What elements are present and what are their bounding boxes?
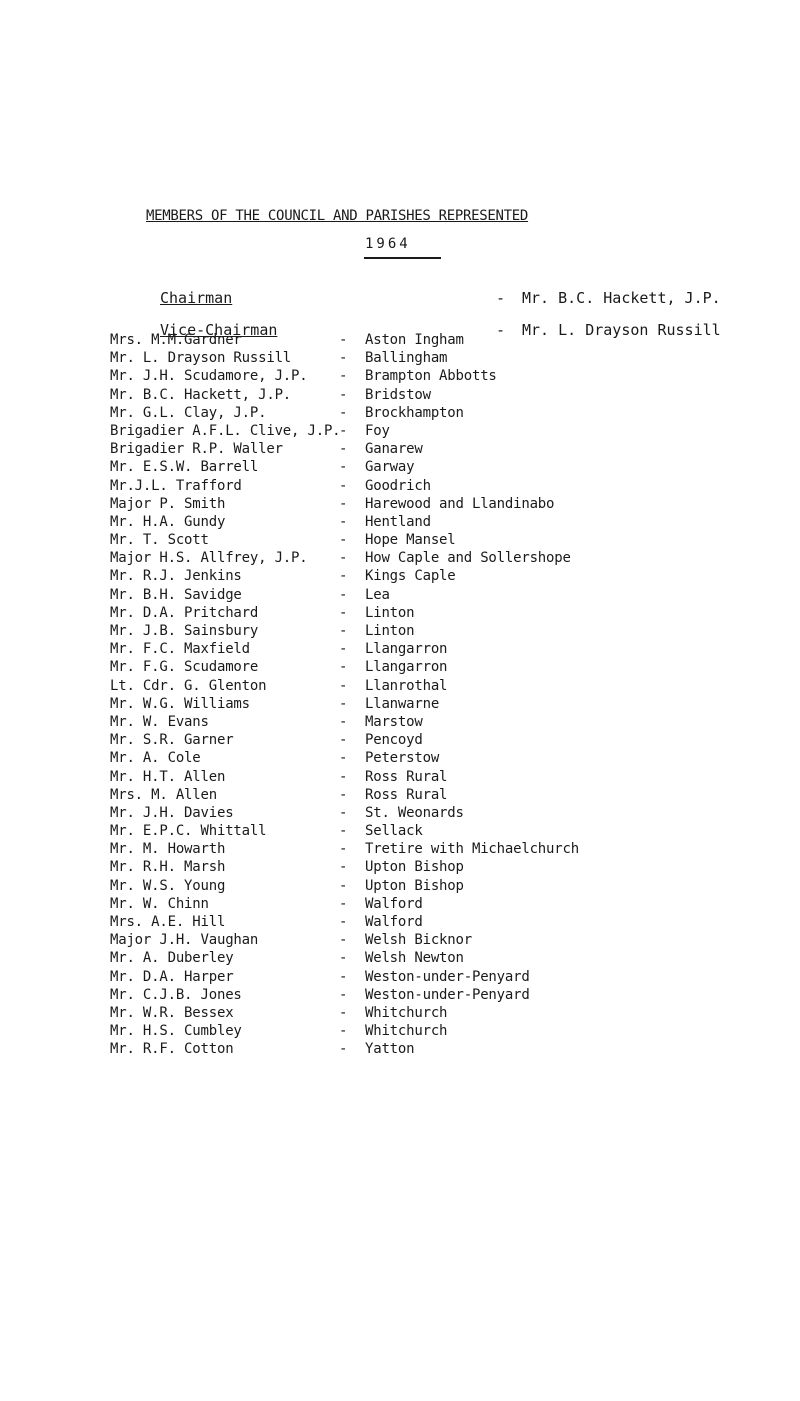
member-separator: - bbox=[339, 1004, 348, 1021]
member-row bbox=[110, 949, 800, 967]
member-name: Mr. W. Chinn bbox=[110, 895, 209, 912]
member-parish: Harewood and Llandinabo bbox=[365, 495, 555, 512]
member-parish: Marstow bbox=[365, 713, 423, 730]
member-separator: - bbox=[339, 459, 348, 476]
member-parish: Hentland bbox=[365, 513, 431, 530]
member-separator: - bbox=[339, 804, 348, 821]
member-parish: Llanrothal bbox=[365, 677, 448, 694]
member-row bbox=[110, 695, 800, 713]
member-row bbox=[110, 1040, 800, 1058]
member-row bbox=[110, 367, 800, 385]
member-name: Mr. W. Evans bbox=[110, 713, 209, 730]
member-separator: - bbox=[339, 950, 348, 967]
member-name: Mr. A. Duberley bbox=[110, 950, 234, 967]
page-title: MEMBERS OF THE COUNCIL AND PARISHES REPRESENTED bbox=[146, 208, 529, 224]
member-separator: - bbox=[339, 750, 348, 767]
member-row bbox=[110, 822, 800, 840]
member-parish: Ballingham bbox=[365, 350, 448, 367]
member-row bbox=[110, 768, 800, 786]
member-name: Mr. M. Howarth bbox=[110, 841, 226, 858]
member-separator: - bbox=[339, 386, 348, 403]
member-parish: Foy bbox=[365, 422, 390, 439]
member-parish: Hope Mansel bbox=[365, 532, 456, 549]
member-row bbox=[110, 495, 800, 513]
member-name: Mr. W.R. Bessex bbox=[110, 1004, 234, 1021]
member-row bbox=[110, 422, 800, 440]
member-row bbox=[110, 440, 800, 458]
member-parish: Whitchurch bbox=[365, 1004, 448, 1021]
member-parish: Garway bbox=[365, 459, 415, 476]
member-name: Major H.S. Allfrey, J.P. bbox=[110, 550, 308, 567]
member-row bbox=[110, 1004, 800, 1022]
members-roster bbox=[110, 331, 800, 1059]
member-row bbox=[110, 931, 800, 949]
member-parish: Goodrich bbox=[365, 477, 431, 494]
member-separator: - bbox=[339, 986, 348, 1003]
member-row bbox=[110, 549, 800, 567]
member-row bbox=[110, 331, 800, 349]
member-parish: Kings Caple bbox=[365, 568, 456, 585]
member-name: Mr. H.A. Gundy bbox=[110, 513, 226, 530]
member-name: Major J.H. Vaughan bbox=[110, 932, 259, 949]
member-separator: - bbox=[339, 350, 348, 367]
member-name: Mr. S.R. Garner bbox=[110, 732, 234, 749]
member-parish: Bridstow bbox=[365, 386, 431, 403]
member-separator: - bbox=[339, 422, 348, 439]
member-row bbox=[110, 858, 800, 876]
member-parish: Aston Ingham bbox=[365, 332, 464, 348]
member-separator: - bbox=[339, 823, 348, 840]
member-row bbox=[110, 477, 800, 495]
member-separator: - bbox=[339, 495, 348, 512]
member-separator: - bbox=[339, 895, 348, 912]
member-row bbox=[110, 531, 800, 549]
member-parish: Lea bbox=[365, 586, 390, 603]
member-row bbox=[110, 567, 800, 585]
member-parish: Walford bbox=[365, 914, 423, 930]
member-name: Brigadier A.F.L. Clive, J.P. bbox=[110, 422, 341, 439]
officer-separator: - bbox=[496, 289, 506, 307]
member-row bbox=[110, 968, 800, 986]
member-name: Mrs. M. Allen bbox=[110, 786, 217, 803]
member-parish: Llanwarne bbox=[365, 695, 440, 712]
member-row bbox=[110, 622, 800, 640]
officer-separator: - bbox=[496, 321, 506, 339]
member-parish: Llangarron bbox=[365, 659, 448, 676]
member-separator: - bbox=[339, 550, 348, 567]
member-parish: Pencoyd bbox=[365, 732, 423, 749]
member-name: Lt. Cdr. G. Glenton bbox=[110, 677, 267, 694]
member-separator: - bbox=[339, 713, 348, 730]
member-parish: How Caple and Sollershope bbox=[365, 550, 571, 567]
member-row bbox=[110, 1022, 800, 1040]
member-name: Mr. H.S. Cumbley bbox=[110, 1023, 242, 1040]
member-parish: St. Weonards bbox=[365, 804, 464, 821]
member-name: Mr. D.A. Pritchard bbox=[110, 604, 259, 621]
member-name: Mr. W.G. Williams bbox=[110, 695, 250, 712]
member-separator: - bbox=[339, 877, 348, 894]
member-name: Mr. B.H. Savidge bbox=[110, 586, 242, 603]
member-name: Mr. G.L. Clay, J.P. bbox=[110, 404, 267, 421]
year-underline bbox=[364, 257, 441, 259]
member-row bbox=[110, 986, 800, 1004]
member-row bbox=[110, 604, 800, 622]
officer-holder: Mr. B.C. Hackett, J.P. bbox=[522, 289, 721, 307]
member-separator: - bbox=[339, 677, 348, 694]
member-name: Mr. F.G. Scudamore bbox=[110, 659, 259, 676]
member-parish: Brockhampton bbox=[365, 404, 464, 421]
member-parish: Llangarron bbox=[365, 641, 448, 658]
officer-holder: Mr. L. Drayson Russill bbox=[522, 321, 721, 339]
member-row bbox=[110, 913, 800, 931]
member-name: Mr.J.L. Trafford bbox=[110, 477, 242, 494]
member-row bbox=[110, 658, 800, 676]
member-name: Mr. J.H. Davies bbox=[110, 804, 234, 821]
member-parish: Linton bbox=[365, 623, 415, 639]
member-parish: Welsh Bicknor bbox=[365, 932, 472, 949]
member-row bbox=[110, 895, 800, 913]
member-name: Mr. T. Scott bbox=[110, 532, 209, 549]
member-separator: - bbox=[339, 368, 348, 385]
member-row bbox=[110, 786, 800, 804]
member-name: Mr. C.J.B. Jones bbox=[110, 986, 242, 1003]
member-separator: - bbox=[339, 532, 348, 549]
member-parish: Weston-under-Penyard bbox=[365, 968, 530, 985]
member-name: Mr. H.T. Allen bbox=[110, 768, 226, 785]
member-row bbox=[110, 640, 800, 658]
member-separator: - bbox=[339, 932, 348, 949]
member-name: Major P. Smith bbox=[110, 495, 226, 512]
member-name: Mrs. M.M.Gardner bbox=[110, 332, 242, 348]
member-parish: Weston-under-Penyard bbox=[365, 986, 530, 1003]
member-separator: - bbox=[339, 768, 348, 785]
member-separator: - bbox=[339, 604, 348, 621]
member-name: Mr. J.H. Scudamore, J.P. bbox=[110, 368, 308, 385]
member-separator: - bbox=[339, 914, 348, 930]
member-parish: Linton bbox=[365, 604, 415, 621]
member-separator: - bbox=[339, 859, 348, 876]
member-parish: Walford bbox=[365, 895, 423, 912]
member-name: Mr. D.A. Harper bbox=[110, 968, 234, 985]
member-parish: Brampton Abbotts bbox=[365, 368, 497, 385]
member-separator: - bbox=[339, 1023, 348, 1040]
member-row bbox=[110, 713, 800, 731]
member-separator: - bbox=[339, 477, 348, 494]
member-name: Mr. B.C. Hackett, J.P. bbox=[110, 386, 292, 403]
member-name: Mr. J.B. Sainsbury bbox=[110, 623, 259, 639]
member-parish: Welsh Newton bbox=[365, 950, 464, 967]
member-name: Mr. R.F. Cotton bbox=[110, 1041, 234, 1058]
member-parish: Peterstow bbox=[365, 750, 440, 767]
member-separator: - bbox=[339, 332, 348, 348]
member-name: Mr. F.C. Maxfield bbox=[110, 641, 250, 658]
member-separator: - bbox=[339, 404, 348, 421]
officer-role: Chairman bbox=[160, 289, 233, 307]
member-row bbox=[110, 386, 800, 404]
member-row bbox=[110, 749, 800, 767]
member-row bbox=[110, 677, 800, 695]
member-name: Mr. R.H. Marsh bbox=[110, 859, 226, 876]
member-name: Mrs. A.E. Hill bbox=[110, 914, 226, 930]
member-parish: Upton Bishop bbox=[365, 877, 464, 894]
member-row bbox=[110, 586, 800, 604]
member-row bbox=[110, 731, 800, 749]
member-separator: - bbox=[339, 786, 348, 803]
member-row bbox=[110, 877, 800, 895]
member-separator: - bbox=[339, 841, 348, 858]
member-name: Mr. W.S. Young bbox=[110, 877, 226, 894]
officer-role: Vice-Chairman bbox=[160, 321, 278, 339]
member-separator: - bbox=[339, 568, 348, 585]
member-row bbox=[110, 804, 800, 822]
member-name: Mr. R.J. Jenkins bbox=[110, 568, 242, 585]
member-separator: - bbox=[339, 513, 348, 530]
member-parish: Tretire with Michaelchurch bbox=[365, 841, 579, 858]
member-parish: Ross Rural bbox=[365, 768, 448, 785]
member-row bbox=[110, 404, 800, 422]
member-separator: - bbox=[339, 623, 348, 639]
member-separator: - bbox=[339, 659, 348, 676]
member-separator: - bbox=[339, 968, 348, 985]
member-separator: - bbox=[339, 732, 348, 749]
member-name: Mr. L. Drayson Russill bbox=[110, 350, 292, 367]
member-row bbox=[110, 513, 800, 531]
member-name: Brigadier R.P. Waller bbox=[110, 441, 283, 458]
member-name: Mr. E.P.C. Whittall bbox=[110, 823, 267, 840]
member-parish: Upton Bishop bbox=[365, 859, 464, 876]
member-parish: Whitchurch bbox=[365, 1023, 448, 1040]
member-separator: - bbox=[339, 441, 348, 458]
member-name: Mr. E.S.W. Barrell bbox=[110, 459, 259, 476]
member-row bbox=[110, 458, 800, 476]
member-separator: - bbox=[339, 641, 348, 658]
member-separator: - bbox=[339, 586, 348, 603]
member-parish: Ross Rural bbox=[365, 786, 448, 803]
member-row bbox=[110, 349, 800, 367]
member-separator: - bbox=[339, 695, 348, 712]
member-parish: Ganarew bbox=[365, 441, 423, 458]
member-parish: Yatton bbox=[365, 1041, 415, 1058]
member-separator: - bbox=[339, 1041, 348, 1058]
year-label: 1964 bbox=[365, 236, 411, 252]
member-parish: Sellack bbox=[365, 823, 423, 840]
member-row bbox=[110, 840, 800, 858]
member-name: Mr. A. Cole bbox=[110, 750, 201, 767]
